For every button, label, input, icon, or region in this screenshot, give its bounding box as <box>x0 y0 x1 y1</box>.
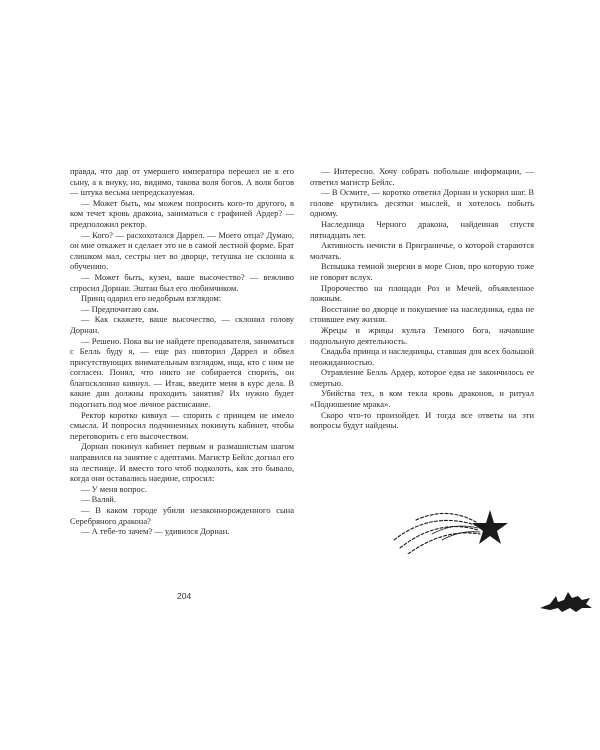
paragraph: правда, что дар от умершего императора перешел не к его сыну, а к внуку, но, видимо, такова воля богов. А воля богов — штука весьма непредсказуемая. <box>70 166 294 198</box>
paragraph: Пророчество на площади Роз и Мечей, объявленное ложным. <box>310 282 534 304</box>
paragraph: Вспышка темной энергии в море Снов, про которую тоже не говорят вслух. <box>310 261 534 282</box>
left-page-text <box>70 166 294 537</box>
paragraph: Наследница Черного дракона, найденная спустя пятнадцать лет. <box>310 218 534 240</box>
paragraph: Принц одарил его недобрым взглядом: <box>81 293 222 304</box>
paragraph: — У меня вопрос. <box>81 483 147 494</box>
paragraph: Свадьба принца и наследницы, ставшая для всех большой неожиданностью. <box>310 346 534 367</box>
paragraph: Ректор коротко кивнул — спорить с принцем не имело смысла. И попросил подчиненных покинуть кабинет, чтобы переговорить с его высочеством. <box>70 409 294 441</box>
paragraph: Активность нечисти в Приграничье, о которой стараются молчать. <box>310 240 534 261</box>
paragraph: — Может быть, мы можем попросить кого-то другого, в ком течет кровь дракона, заниматься с графиней Ардер? — предположил ректор. <box>70 197 294 229</box>
paragraph: — Как скажете, ваше высочество, — склонил голову Дорнан. <box>70 314 294 335</box>
paragraph: — Решено. Пока вы не найдете преподавателя, заниматься с Белль буду я, — еще раз повторил Даррел и обвел присутствующих внимательным взглядом, ища, кто с ним не согласен. Понял, что никто не собирается спорить, он благосклонно кивнул. — Итак, введите меня в курс дела. В какие дни должны проходить занятия? Их нужно будет подогнать под мое личное расписание. <box>70 335 294 410</box>
paragraph: — Валяй. <box>81 494 116 505</box>
paragraph: — Может быть, кузен, ваше высочество? — вежливо спросил Дорнан. Эштан был его любимчиком. <box>70 271 294 293</box>
page-number: 204 <box>177 591 192 601</box>
paragraph: — Кого? — расхохотался Даррел. — Моего отца? Думаю, он мне откажет и сделает это не в самой лестной форме. Брат слишком мал, сестры нет во дворце, тетушка не склонна к обучению. <box>70 229 294 272</box>
paragraph: — В Осмите, — коротко ответил Дорнан и ускорил шаг. В голове крутились десятки мыслей, и хотелось побыть одному. <box>310 187 534 219</box>
paragraph: — А тебе-то зачем? — удивился Дорнан. <box>81 526 230 537</box>
paragraph: — Предпочитаю сам. <box>81 303 159 314</box>
shooting-star-icon <box>392 496 510 554</box>
dragon-silhouette-icon <box>538 586 594 616</box>
paragraph: — Интересно. Хочу собрать побольше информации, — ответил магистр Бейлс. <box>310 166 534 187</box>
paragraph: Восстание во дворце и покушение на наследника, едва не стоившее ему жизни. <box>310 303 534 325</box>
right-page-text <box>310 166 534 431</box>
paragraph: Скоро что-то произойдет. И тогда все ответы на эти вопросы будут найдены. <box>310 409 534 431</box>
paragraph: Дорнан покинул кабинет первым и размашистым шагом направился на занятие с адептами. Магистр Бейлс догнал его на лестнице. И вместо того чтоб подколоть, как это бывало, когда они оставались наедине, спросил: <box>70 441 294 484</box>
paragraph: Отравление Белль Ардер, которое едва не закончилось ее смертью. <box>310 367 534 388</box>
paragraph: — В каком городе убили незаконнорожденного сына Серебряного дракона? <box>70 505 294 526</box>
paragraph: Убийства тех, в ком текла кровь драконов, и ритуал «Подношение мрака». <box>310 388 534 410</box>
paragraph: Жрецы и жрицы культа Темного бога, начавшие подпольную деятельность. <box>310 324 534 346</box>
